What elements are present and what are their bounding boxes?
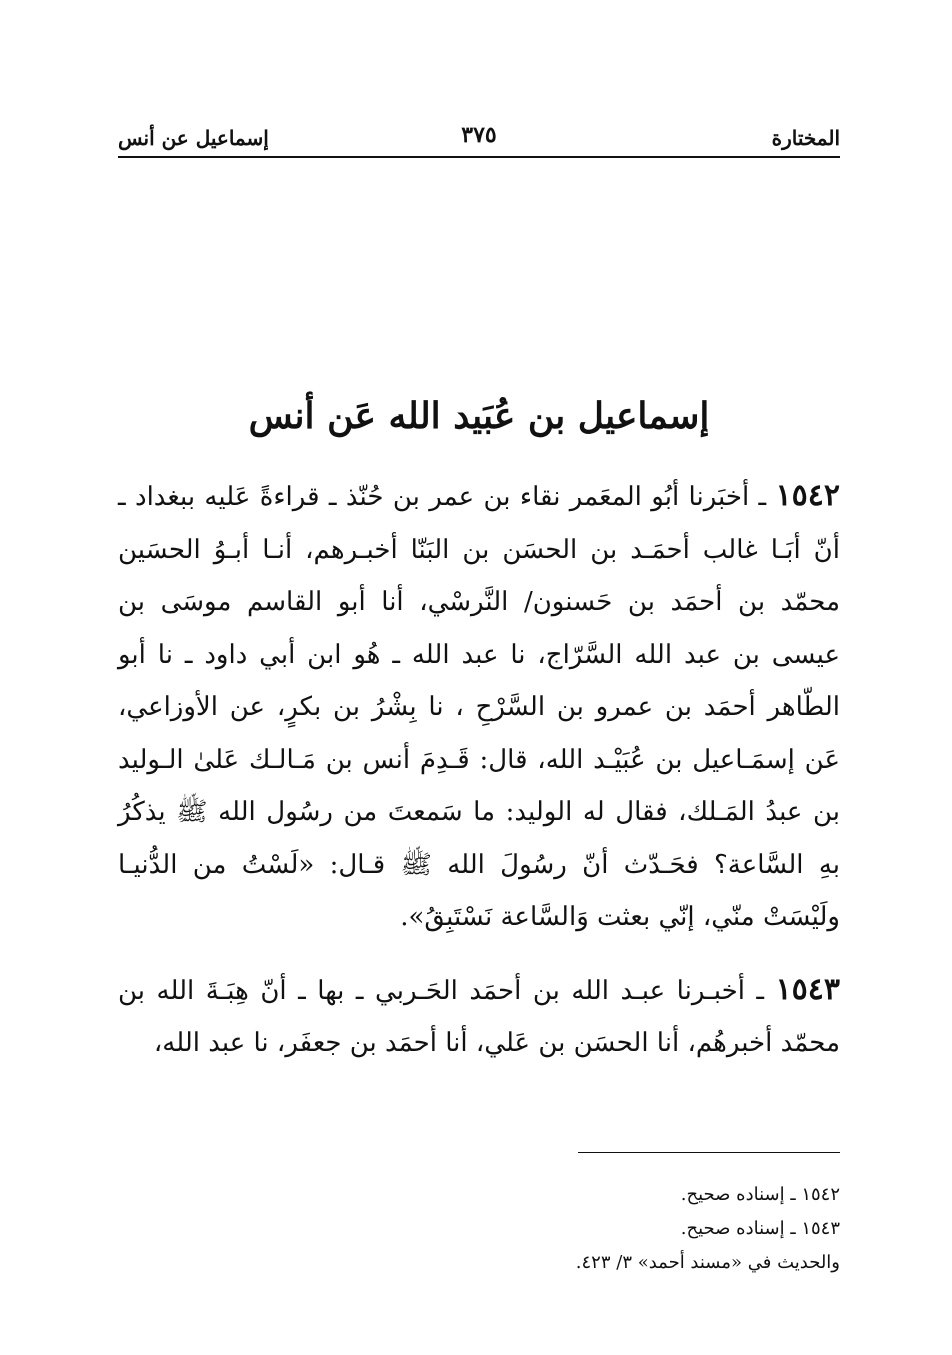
footnote-reference: والحديث في «مسند أحمد» ٣/ ٤٢٣. xyxy=(575,1252,840,1273)
hadith-1543 xyxy=(118,964,840,1070)
hadith-1542 xyxy=(118,470,840,944)
hadith-text: ـ أخبـرنا عبـد الله بن أحمَد الحَـربي ـ بها ـ أنّ هِبَـةَ الله بن محمّد أخبرهُم، أنا الحسَن بن عَلي، أنا أحمَد بن جعفَر، نا عبد الله، xyxy=(118,975,840,1058)
section-title: إسماعيل بن عُبَيد الله عَن أنس xyxy=(248,395,710,437)
hadith-number: ١٥٤٢ xyxy=(775,478,840,513)
footnote-1543: ١٥٤٣ ـ إسناده صحيح. xyxy=(680,1218,840,1239)
footnotes xyxy=(118,1178,840,1280)
footnote-1542: ١٥٤٢ ـ إسناده صحيح. xyxy=(680,1184,840,1205)
chapter-title: إسماعيل عن أنس xyxy=(118,126,269,150)
hadith-number: ١٥٤٣ xyxy=(775,971,840,1007)
book-title: المختارة xyxy=(771,126,840,150)
footnote-rule xyxy=(578,1152,840,1153)
running-header xyxy=(118,118,840,158)
body-text xyxy=(118,470,840,1070)
page-number: ٣٧٥ xyxy=(461,122,497,148)
header-rule xyxy=(118,156,840,158)
hadith-text: ـ أخبَرنا أبُو المعَمر نقاء بن عمر بن حُنّذ ـ قراءةً عَليه ببغداد ـ أنّ أبَـا غالب أحمَـد بن الحسَن بن البَنّا أخبـرهم، أنـا أبـوُ الحسَين محمّد بن أحمَد بن حَسنون/ النَّرسْي، أنا أبو القاسم موسَى بن عيسى بن عبد الله السَّرّاج، نا عبد الله ـ هُو ابن أبي داود ـ نا أبو الطّاهر أحمَد بن عمرو بن السَّرْحِ ، نا بِشْرُ بن بكرٍ، عن الأوزاعي، عَن إسمَـاعيل بن عُبَيْـد الله، قال: قَـدِمَ أنس بن مَـالـك عَلىٰ الـوليد بن عبدُ المَـلك، فقال له الوليد: ما سَمعتَ من رسُول الله ﷺ يذكُرُ بهِ السَّاعة؟ فحَـدّث أنّ رسُولَ الله ﷺ قـال: «لَسْتُ من الدُّنيـا ولَيْسَتْ منّي، إنّي بعثت وَالسَّاعة نَسْتَبِقُ». xyxy=(118,482,840,932)
